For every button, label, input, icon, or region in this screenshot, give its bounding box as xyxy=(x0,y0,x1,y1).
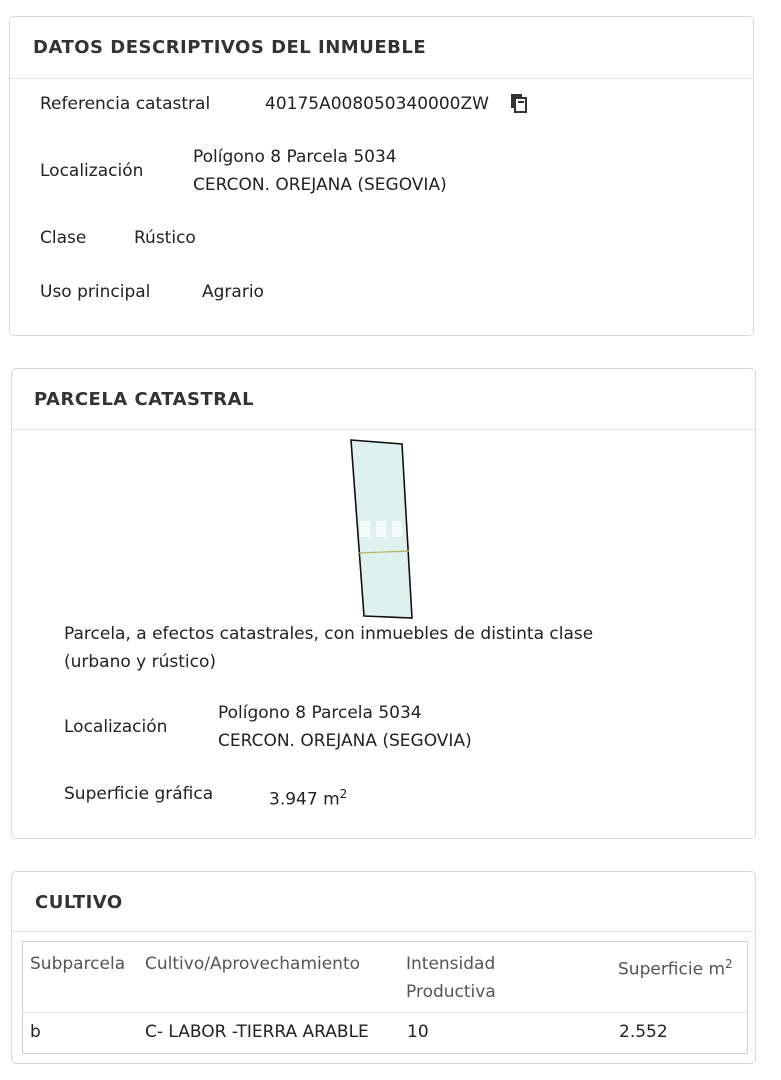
parcel-highlight xyxy=(376,521,386,537)
parcel-highlight xyxy=(392,521,402,537)
localizacion-line2: CERCON. OREJANA (SEGOVIA) xyxy=(193,175,447,195)
panel-title: PARCELA CATASTRAL xyxy=(34,389,255,410)
cell-superficie: 2.552 xyxy=(619,1022,668,1042)
parcela-description-line2: (urbano y rústico) xyxy=(64,652,217,672)
superficie-label: Superficie gráfica xyxy=(64,784,214,804)
col-header-superficie xyxy=(618,950,733,984)
col-header-subparcela: Subparcela xyxy=(30,954,126,974)
parcela-description-line1: Parcela, a efectos catastrales, con inmuebles de distinta clase xyxy=(64,624,594,644)
uso-value: Agrario xyxy=(202,282,264,302)
col-header-cultivo: Cultivo/Aprovechamiento xyxy=(145,954,361,974)
parcela-catastral-panel xyxy=(11,368,756,839)
localizacion-line1: Polígono 8 Parcela 5034 xyxy=(193,147,397,167)
cultivo-table xyxy=(22,941,748,1054)
uso-label: Uso principal xyxy=(40,282,151,302)
panel-header xyxy=(12,872,755,932)
cell-intensidad: 10 xyxy=(407,1022,429,1042)
clase-label: Clase xyxy=(40,228,87,248)
clase-value: Rústico xyxy=(134,228,196,248)
col-header-superficie-text: Superficie m xyxy=(618,959,726,980)
superficie-value xyxy=(269,780,347,814)
cultivo-panel xyxy=(11,871,756,1064)
localizacion-line2: CERCON. OREJANA (SEGOVIA) xyxy=(218,731,472,751)
cell-subparcela: b xyxy=(30,1022,41,1042)
superficie-number: 3.947 m xyxy=(269,789,340,810)
parcel-map xyxy=(342,433,432,623)
superficie-exponent: 2 xyxy=(339,787,348,801)
row-divider xyxy=(23,1012,747,1013)
cell-cultivo: C- LABOR -TIERRA ARABLE xyxy=(145,1022,369,1042)
datos-descriptivos-panel xyxy=(9,16,754,336)
copy-icon[interactable] xyxy=(510,93,528,113)
localizacion-label: Localización xyxy=(64,717,168,737)
panel-header xyxy=(10,17,753,79)
panel-title: CULTIVO xyxy=(35,892,123,913)
panel-header xyxy=(12,369,755,430)
localizacion-label: Localización xyxy=(40,161,144,181)
col-header-intensidad-line2: Productiva xyxy=(406,982,496,1002)
col-header-intensidad-line1: Intensidad xyxy=(406,954,496,974)
referencia-label: Referencia catastral xyxy=(40,94,211,114)
panel-title: DATOS DESCRIPTIVOS DEL INMUEBLE xyxy=(33,37,427,58)
referencia-value: 40175A008050340000ZW xyxy=(265,94,489,114)
localizacion-line1: Polígono 8 Parcela 5034 xyxy=(218,703,422,723)
parcel-highlight xyxy=(360,521,370,537)
col-header-superficie-exponent: 2 xyxy=(725,957,733,971)
